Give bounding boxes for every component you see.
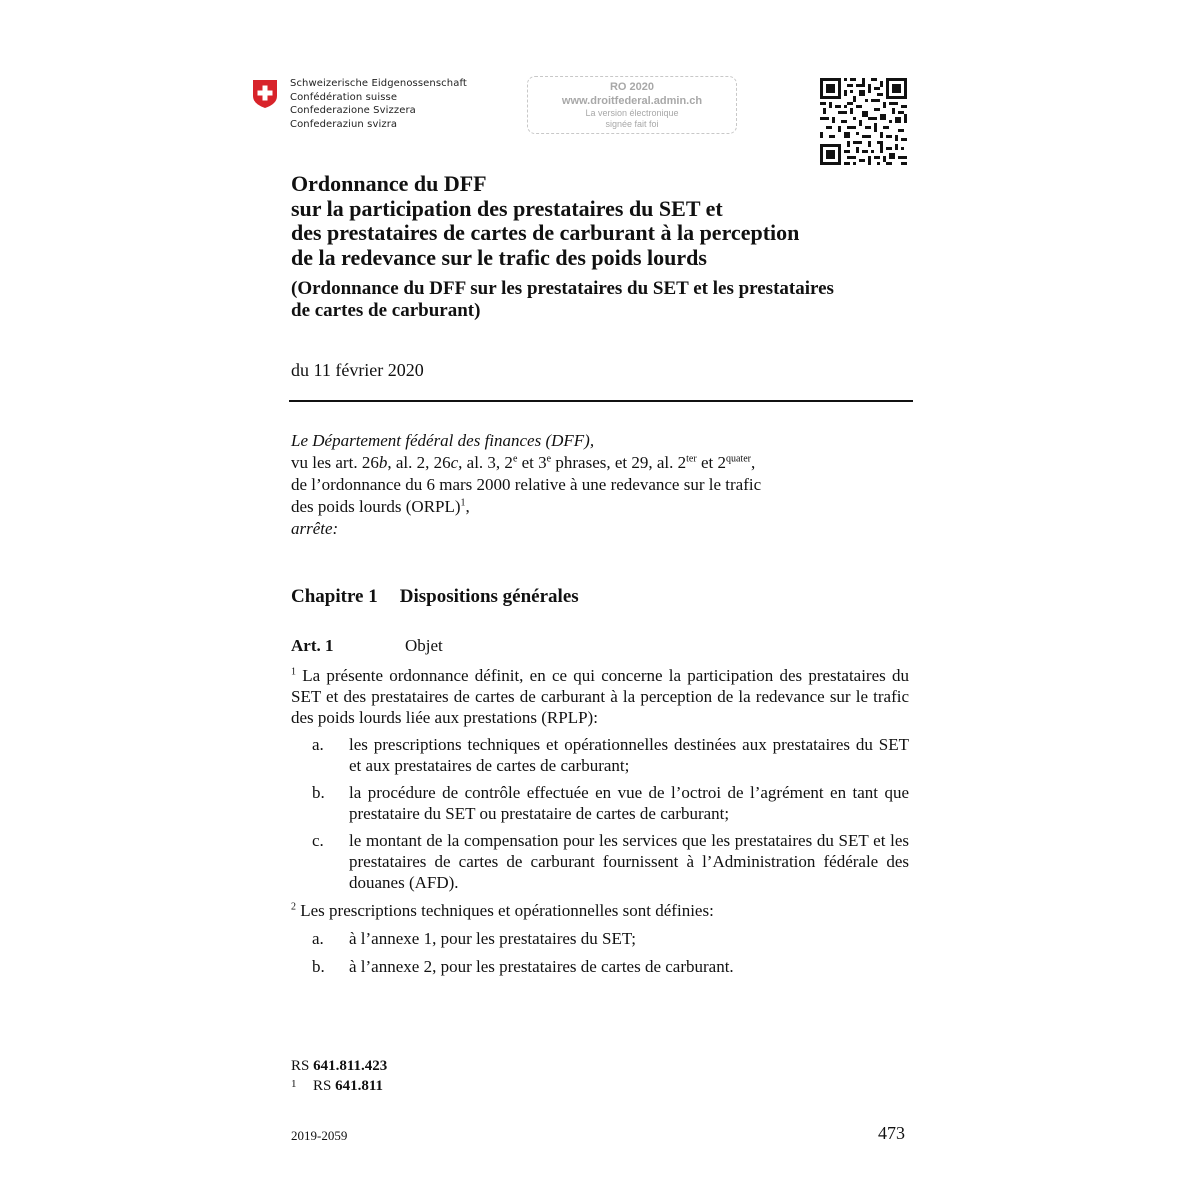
article-title: Objet (405, 636, 443, 655)
article-paragraph-1: $^1$ La présente ordonnance définit, en ce qui concerne la participation des prestataires du SET et des prestataires de cartes de carburant à la perception de la redevance sur le trafic des poids lourds liée aux prestations (RPLP): (291, 666, 909, 727)
article-number: Art. 1 (291, 636, 334, 655)
footnote-ref[interactable]: 1 (460, 497, 466, 509)
paragraph-number: 2 (291, 901, 296, 913)
page-number: 473 (878, 1123, 905, 1143)
confederation-rm: Confederaziun svizra (290, 118, 398, 130)
stamp-note-1: La version électronique (585, 108, 679, 118)
confederation-names (290, 77, 467, 131)
document-number: 2019-2059 (291, 1128, 348, 1143)
title-line: Ordonnance du DFF (291, 171, 487, 196)
title-line: de la redevance sur le trafic des poids lourds (291, 244, 707, 270)
ordinance-short-title (291, 278, 834, 322)
preamble-authority: Le Département fédéral des finances (DFF), (291, 431, 595, 450)
footnote: 1 RS 641.811 (291, 1078, 384, 1094)
short-title-line: de cartes de carburant) (291, 300, 481, 321)
stamp-note-2: signée fait foi (605, 119, 659, 129)
preamble-basis-line-2: de l’ordonnance du 6 mars 2000 relative à une redevance sur le trafic (291, 475, 762, 494)
stamp-ro: RO 2020 (609, 81, 655, 93)
confederation-de: Schweizerische Eidgenossenschaft (290, 78, 467, 89)
confederation-it: Confederazione Svizzera (290, 105, 416, 116)
preamble (291, 430, 911, 540)
short-title-line: (Ordonnance du DFF sur les prestataires du SET et les prestataires (291, 278, 834, 299)
official-publication-stamp (527, 76, 737, 134)
paragraph-number: 1 (291, 666, 296, 678)
swiss-cross-logo (253, 80, 277, 108)
title-line: sur la participation des prestataires du SET et (291, 195, 723, 221)
title-line: des prestataires de cartes de carburant à la perception (291, 220, 800, 245)
qr-code (820, 78, 907, 165)
ordinance-title (291, 172, 799, 270)
confederation-fr: Confédération suisse (290, 91, 398, 103)
ordinance-date: du 11 février 2020 (291, 360, 424, 380)
preamble-basis-line-3: des poids lourds (ORPL)$^1$, (291, 497, 470, 516)
chapter-heading (291, 586, 579, 608)
article-heading (291, 636, 443, 656)
chapter-number: Chapitre 1 (291, 586, 378, 607)
preamble-decrees: arrête: (291, 519, 339, 538)
article-paragraph-2: $^2$ Les prescriptions techniques et opérationnelles sont définies: (291, 901, 714, 920)
rs-number: RS 641.811.423 (291, 1058, 388, 1074)
stamp-url[interactable]: www.droitfederal.admin.ch (561, 95, 703, 107)
title-divider (289, 400, 913, 402)
footnote-number: 1 (291, 1078, 297, 1090)
chapter-title: Dispositions générales (399, 586, 579, 607)
preamble-basis-line-1: vu les art. 26b, al. 2, 26c, al. 3, 2e et 3e phrases, et 29, al. $2^{ter}$ et $2^{quater}$, (291, 453, 756, 472)
